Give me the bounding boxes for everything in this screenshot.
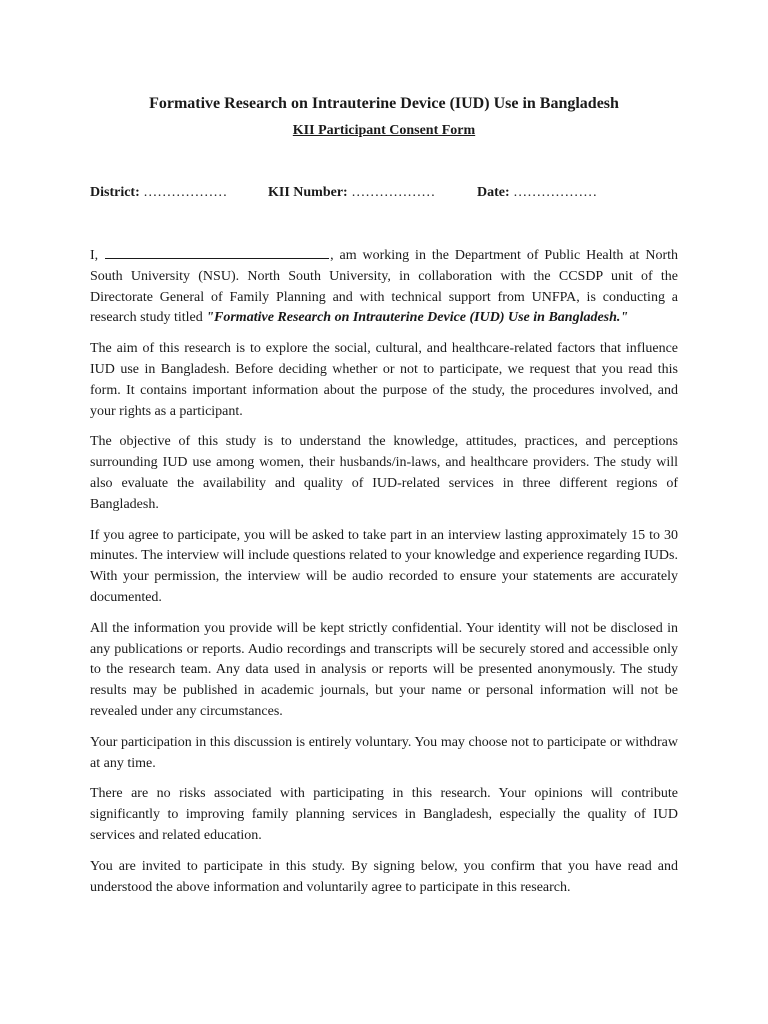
intro-paragraph bbox=[90, 244, 678, 329]
intro-text: , am working in the Department of Public Health at North South University (NSU). North South University, in collaboration with the CCSDP unit of the Directorate General of Family Planning and with technical support from UNFPA, is conducting a research study titled bbox=[90, 248, 678, 326]
intro-study-title: "Formative Research on Intrauterine Device (IUD) Use in Bangladesh." bbox=[206, 310, 629, 326]
district-field[interactable] bbox=[90, 184, 268, 202]
risks-paragraph: There are no risks associated with participating in this research. Your opinions will contribute significantly to improving family planning services in Bangladesh, especially the quality of IUD services and related education. bbox=[90, 786, 678, 843]
invitation-paragraph: You are invited to participate in this study. By signing below, you confirm that you have read and understood the above information and voluntarily agree to participate in this research. bbox=[90, 858, 678, 895]
researcher-name-blank[interactable] bbox=[105, 244, 329, 259]
district-value: ……………… bbox=[143, 185, 228, 200]
document-title: Formative Research on Intrauterine Device (IUD) Use in Bangladesh bbox=[149, 95, 619, 112]
kii-number-value: ……………… bbox=[351, 185, 436, 200]
procedure-paragraph: If you agree to participate, you will be asked to take part in an interview lasting approximately 15 to 30 minutes. The interview will include questions related to your knowledge and experience regarding IUDs. With your permission, the interview will be audio recorded to ensure your statements are accurately documented. bbox=[90, 527, 678, 605]
document-subtitle: KII Participant Consent Form bbox=[292, 123, 476, 138]
district-label: District: bbox=[90, 185, 140, 200]
voluntary-paragraph: Your participation in this discussion is entirely voluntary. You may choose not to participate or withdraw at any time. bbox=[90, 734, 678, 771]
header-fields bbox=[90, 184, 678, 202]
confidentiality-paragraph: All the information you provide will be kept strictly confidential. Your identity will not be disclosed in any publications or reports. Audio recordings and transcripts will be securely stored and accessible only to the research team. Any data used in analysis or reports will be presented anonymously. The study results may be published in academic journals, but your name or personal information will not be revealed under any circumstances. bbox=[90, 620, 678, 719]
kii-number-label: KII Number: bbox=[268, 185, 348, 200]
aim-paragraph: The aim of this research is to explore the social, cultural, and healthcare-related factors that influence IUD use in Bangladesh. Before deciding whether or not to participate, we request that you read this form. It contains important information about the purpose of the study, the procedures involved, and your rights as a participant. bbox=[90, 341, 678, 419]
date-field[interactable] bbox=[477, 184, 597, 202]
date-value: ……………… bbox=[513, 185, 598, 200]
consent-body bbox=[90, 244, 678, 898]
objective-paragraph: The objective of this study is to understand the knowledge, attitudes, practices, and perceptions surrounding IUD use among women, their husbands/in-laws, and healthcare providers. The study will also evaluate the availability and quality of IUD-related services in three different regions of Bangladesh. bbox=[90, 434, 678, 512]
kii-number-field[interactable] bbox=[268, 184, 477, 202]
date-label: Date: bbox=[477, 185, 510, 200]
intro-prefix: I, bbox=[90, 248, 99, 263]
